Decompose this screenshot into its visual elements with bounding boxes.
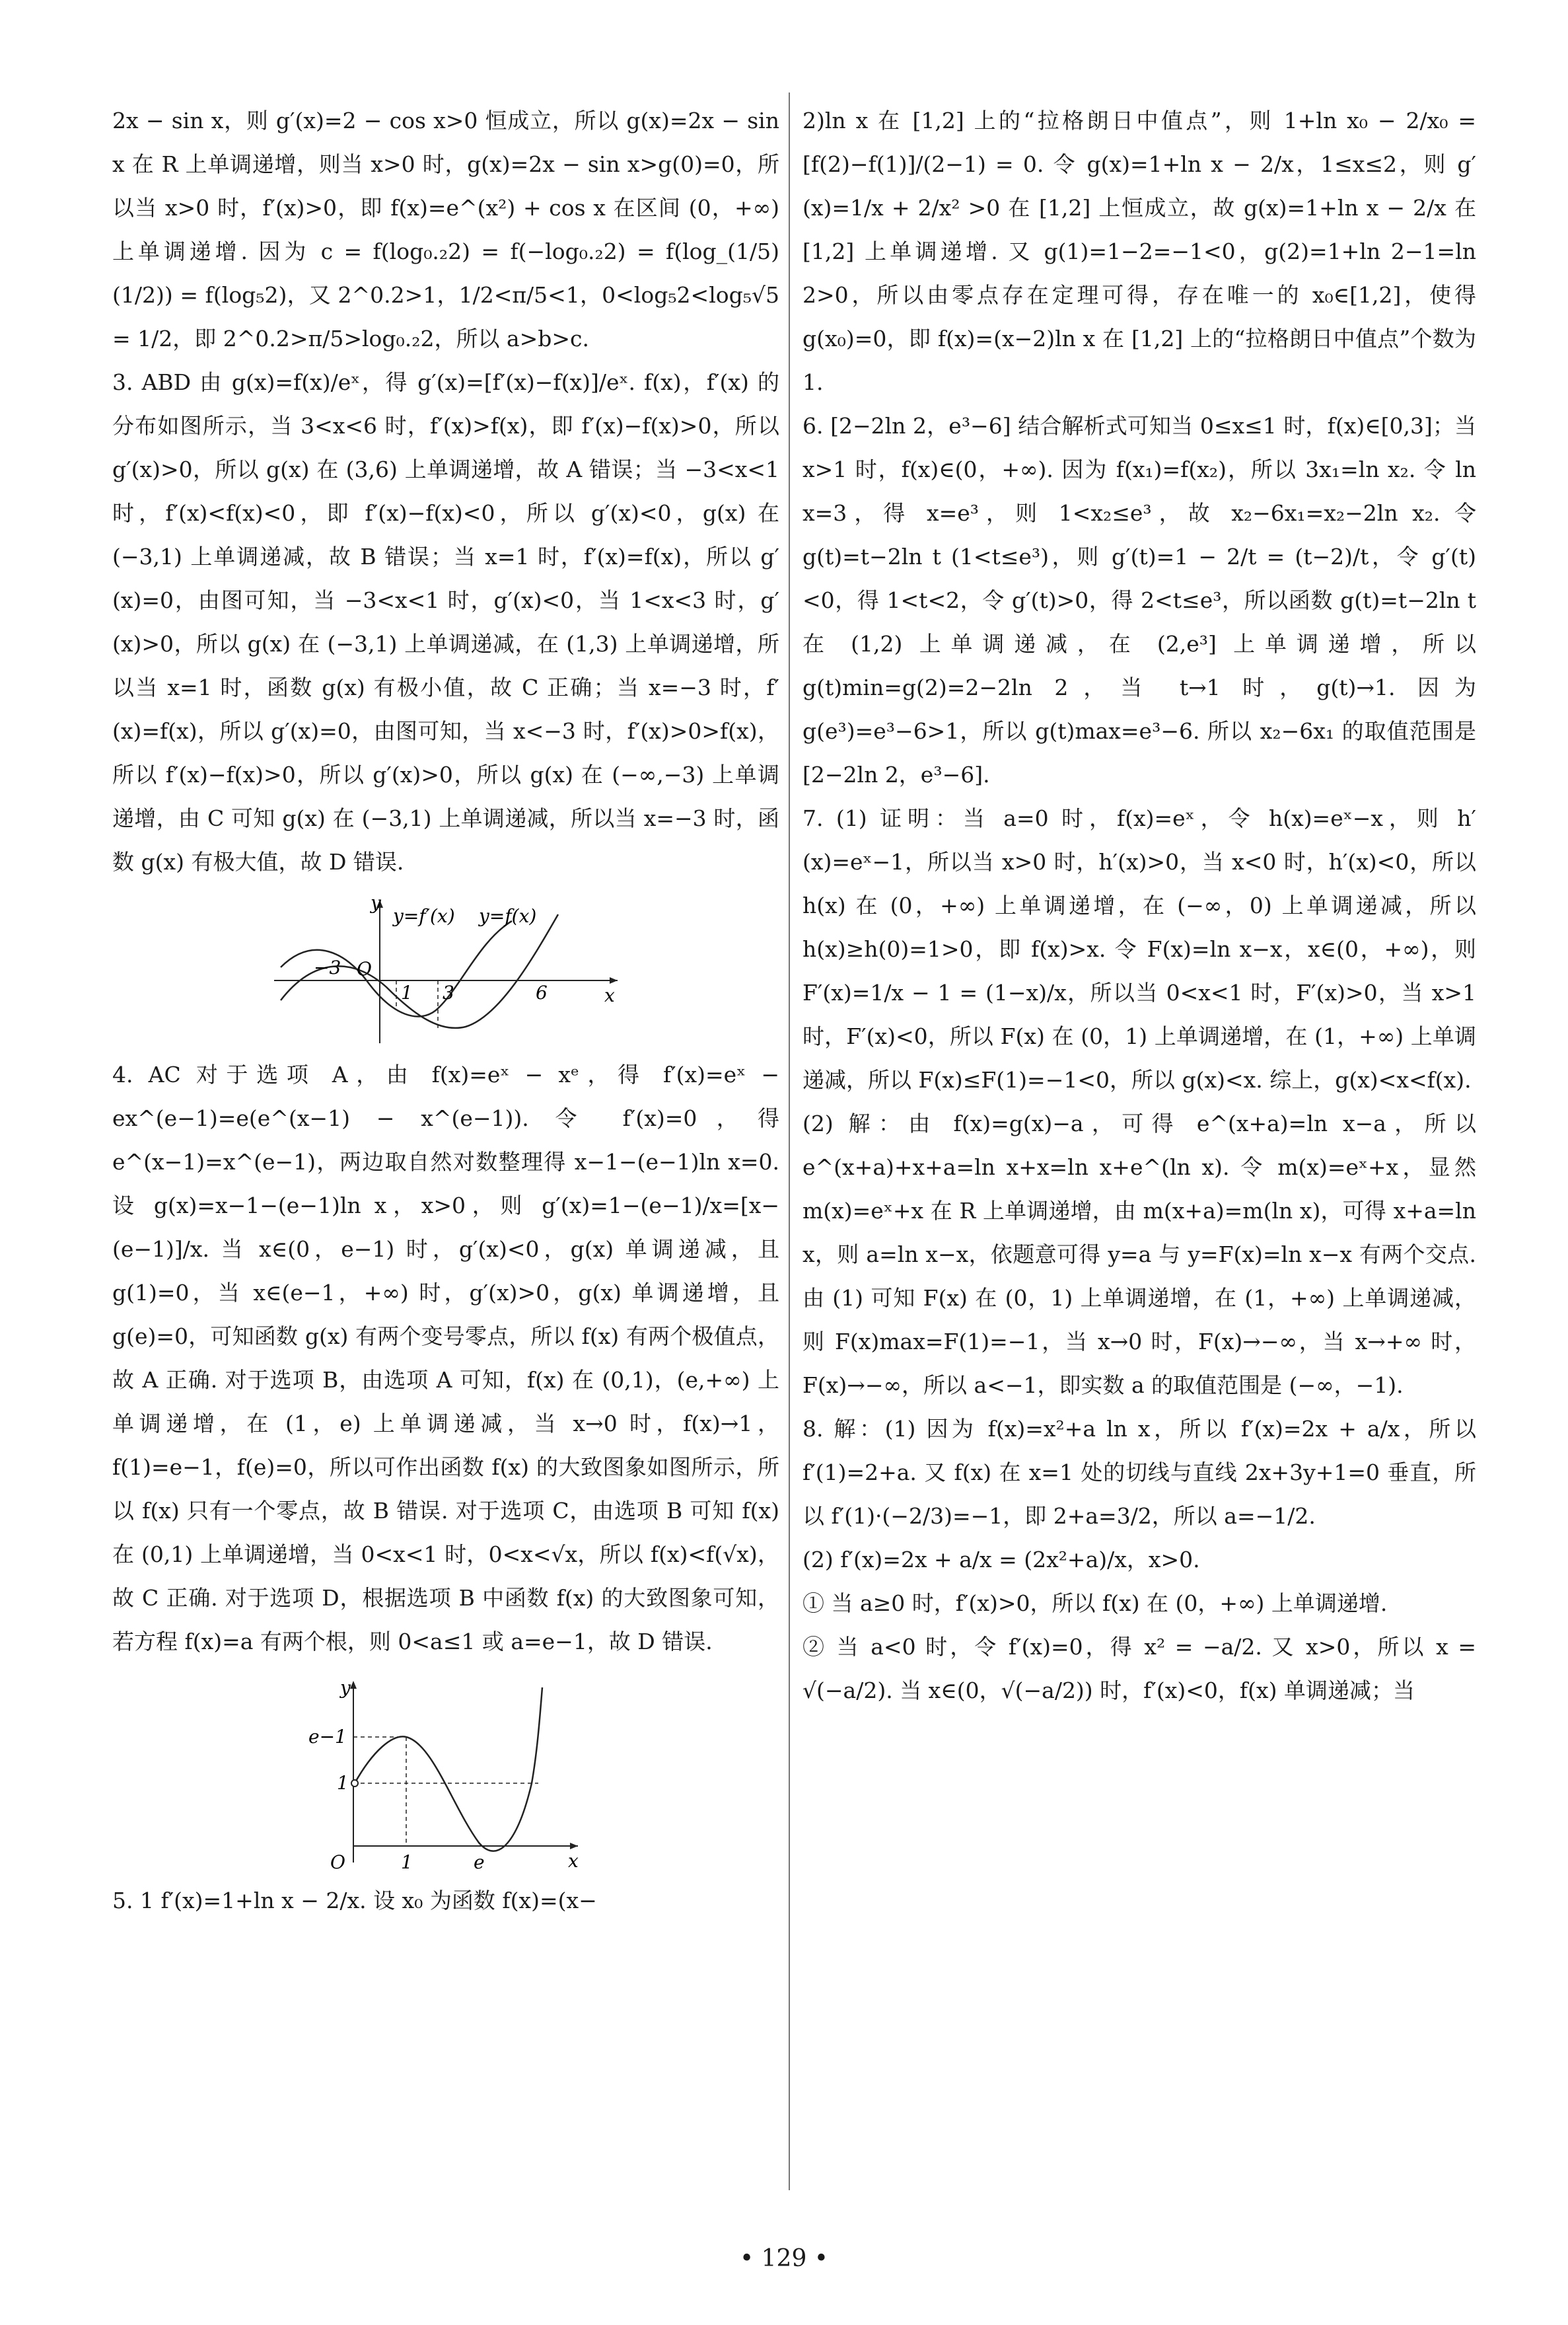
column-divider [789,92,790,2190]
tick-3: 3 [443,982,454,1004]
y-axis-label: y [371,895,381,914]
curve-fprime-label: y=f′(x) [393,905,455,927]
page-number: • 129 • [739,2245,829,2272]
tick-6: 6 [536,982,548,1004]
figure-fprime-f-graph [261,895,631,1047]
tick-neg3: −3 [314,957,341,978]
solution-5-continued: 2)ln x 在 [1,2] 上的“拉格朗日中值点”，则 1+ln x₀ − 2/x₀ = [f(2)−f(1)]/(2−1) = 0. 令 g(x)=1+ln x − 2/x，1≤x≤2，则 g′(x)=1/x + 2/x² >0 在 [1,2] 上恒成立，故 g(x)=1+ln x − 2/x 在 [1,2] 上单调递增. 又 g(1)=1−2=−1<0，g(2)=1+ln 2−1=ln 2>0，所以由零点存在定理可得，存在唯一的 x₀∈[1,2]，使得 g(x₀)=0，即 f(x)=(x−2)ln x 在 [1,2] 上的“拉格朗日中值点”个数为 1. [802,108,1476,395]
solution-8-part1: 8. 解：(1) 因为 f(x)=x²+a ln x，所以 f′(x)=2x + a/x，所以 f′(1)=2+a. 又 f(x) 在 x=1 处的切线与直线 2x+3y+1=0 垂直，所以 f′(1)·(−2/3)=−1，即 2+a=3/2，所以 a=−1/2. [802,1416,1476,1529]
tick-e-minus-1: e−1 [308,1726,347,1748]
x-axis-label: x [604,984,615,1006]
solution-3: 3. ABD 由 g(x)=f(x)/eˣ，得 g′(x)=[f′(x)−f(x)]/eˣ. f(x)，f′(x) 的分布如图所示，当 3<x<6 时，f′(x)>f(x)，即 f′(x)−f(x)>0，所以 g′(x)>0，所以 g(x) 在 (3,6) 上单调递增，故 A 错误；当 −3<x<1 时，f′(x)<f(x)<0，即 f′(x)−f(x)<0，所以 g′(x)<0，g(x) 在 (−3,1) 上单调递减，故 B 错误；当 x=1 时，f′(x)=f(x)，所以 g′(x)=0，由图可知，当 −3<x<1 时，g′(x)<0，当 1<x<3 时，g′(x)>0，所以 g(x) 在 (−3,1) 上单调递减，在 (1,3) 上单调递增，所以当 x=1 时，函数 g(x) 有极小值，故 C 正确；当 x=−3 时，f′(x)=f(x)，所以 g′(x)=0，由图可知，当 x<−3 时，f′(x)>0>f(x)，所以 f′(x)−f(x)>0，所以 g′(x)>0，所以 g(x) 在 (−∞,−3) 上单调递增，由 C 可知 g(x) 在 (−3,1) 上单调递减，所以当 x=−3 时，函数 g(x) 有极大值，故 D 错误. [112,369,779,875]
y-axis-label: y [340,1677,351,1699]
x-axis-arrow-icon [610,977,618,984]
tick-e: e [474,1851,485,1872]
solution-2-continued: 2x − sin x，则 g′(x)=2 − cos x>0 恒成立，所以 g(x)=2x − sin x 在 R 上单调递增，则当 x>0 时，g(x)=2x − sin x>g(0)=0，所以当 x>0 时，f′(x)>0，即 f(x)=e^(x²) + cos x 在区间 (0，+∞) 上单调递增. 因为 c = f(log₀.₂2) = f(−log₀.₂2) = f(log_(1/5) (1/2)) = f(log₅2)，又 2^0.2>1，1/2<π/5<1，0<log₅2<log₅√5 = 1/2，即 2^0.2>π/5>log₀.₂2，所以 a>b>c. [112,108,779,351]
solution-7-part1: 7. (1) 证明：当 a=0 时，f(x)=eˣ，令 h(x)=eˣ−x，则 h′(x)=eˣ−1，所以当 x>0 时，h′(x)>0，当 x<0 时，h′(x)<0，所以 h(x) 在 (0，+∞) 上单调递增，在 (−∞，0) 上单调递减，所以 h(x)≥h(0)=1>0，即 f(x)>x. 令 F(x)=ln x−x，x∈(0，+∞)，则 F′(x)=1/x − 1 = (1−x)/x，所以当 0<x<1 时，F′(x)>0，当 x>1 时，F′(x)<0，所以 F(x) 在 (0，1) 上单调递增，在 (1，+∞) 上单调递减，所以 F(x)≤F(1)=−1<0，所以 g(x)<x. 综上，g(x)<x<f(x). [802,805,1476,1093]
solution-8-case2: ② 当 a<0 时，令 f′(x)=0，得 x² = −a/2. 又 x>0，所以 x = √(−a/2). 当 x∈(0，√(−a/2)) 时，f′(x)<0，f(x) 单调递减；当 [802,1634,1476,1703]
solution-6: 6. [2−2ln 2，e³−6] 结合解析式可知当 0≤x≤1 时，f(x)∈[0,3]；当 x>1 时，f(x)∈(0，+∞). 因为 f(x₁)=f(x₂)，所以 3x₁=ln x₂. 令 ln x=3，得 x=e³，则 1<x₂≤e³，故 x₂−6x₁=x₂−2ln x₂. 令 g(t)=t−2ln t (1<t≤e³)，则 g′(t)=1 − 2/t = (t−2)/t，令 g′(t)<0，得 1<t<2，令 g′(t)>0，得 2<t≤e³，所以函数 g(t)=t−2ln t 在 (1,2) 上单调递减，在 (2,e³] 上单调递增，所以 g(t)min=g(2)=2−2ln 2，当 t→1 时，g(t)→1. 因为 g(e³)=e³−6>1，所以 g(t)max=e³−6. 所以 x₂−6x₁ 的取值范围是 [2−2ln 2，e³−6]. [802,413,1476,788]
origin-label: O [357,958,372,980]
tick-y-1: 1 [337,1772,349,1794]
left-column [112,99,779,2187]
solution-4: 4. AC 对于选项 A，由 f(x)=eˣ − xᵉ，得 f′(x)=eˣ − ex^(e−1)=e(e^(x−1) − x^(e−1)). 令 f′(x)=0，得 e^(x−1)=x^(e−1)，两边取自然对数整理得 x−1−(e−1)ln x=0. 设 g(x)=x−1−(e−1)ln x，x>0，则 g′(x)=1−(e−1)/x=[x−(e−1)]/x. 当 x∈(0，e−1) 时，g′(x)<0，g(x) 单调递减，且 g(1)=0，当 x∈(e−1，+∞) 时，g′(x)>0，g(x) 单调递增，且 g(e)=0，可知函数 g(x) 有两个变号零点，所以 f(x) 有两个极值点，故 A 正确. 对于选项 B，由选项 A 可知，f(x) 在 (0,1)，(e,+∞) 上单调递增，在 (1，e) 上单调递减，当 x→0 时，f(x)→1，f(1)=e−1，f(e)=0，所以可作出函数 f(x) 的大致图象如图所示，所以 f(x) 只有一个零点，故 B 错误. 对于选项 C，由选项 B 可知 f(x) 在 (0,1) 上单调递增，当 0<x<1 时，0<x<√x，所以 f(x)<f(√x)，故 C 正确. 对于选项 D，根据选项 B 中函数 f(x) 的大致图象可知，若方程 f(x)=a 有两个根，则 0<a≤1 或 a=e−1，故 D 错误. [112,1062,779,1654]
curve-f-label: y=f(x) [479,905,537,927]
x-axis-label: x [568,1850,579,1872]
figure-f-sketch-graph [301,1674,591,1872]
solution-8-case1: ① 当 a≥0 时，f′(x)>0，所以 f(x) 在 (0，+∞) 上单调递增. [802,1590,1388,1616]
solution-7-part2: (2) 解：由 f(x)=g(x)−a，可得 e^(x+a)=ln x−a，所以 e^(x+a)+x+a=ln x+x=ln x+e^(ln x). 令 m(x)=eˣ+x，显然 m(x)=eˣ+x 在 R 上单调递增，由 m(x+a)=m(ln x)，可得 x+a=ln x，则 a=ln x−x，依题意可得 y=a 与 y=F(x)=ln x−x 有两个交点. 由 (1) 可知 F(x) 在 (0，1) 上单调递增，在 (1，+∞) 上单调递减，则 F(x)max=F(1)=−1，当 x→0 时，F(x)→−∞，当 x→+∞ 时，F(x)→−∞，所以 a<−1，即实数 a 的取值范围是 (−∞，−1). [802,1111,1476,1398]
open-point-icon [351,1780,358,1787]
tick-1: 1 [401,982,413,1004]
right-column [802,99,1476,2187]
solution-8-part2: (2) f′(x)=2x + a/x = (2x²+a)/x，x>0. [802,1547,1200,1572]
origin-label: O [330,1851,345,1872]
x-axis-arrow-icon [570,1843,578,1849]
curve-f [355,1687,542,1851]
solution-5-start: 5. 1 f′(x)=1+ln x − 2/x. 设 x₀ 为函数 f(x)=(x− [112,1888,597,1913]
y-axis-arrow-icon [350,1681,357,1689]
tick-x-1: 1 [401,1851,413,1872]
